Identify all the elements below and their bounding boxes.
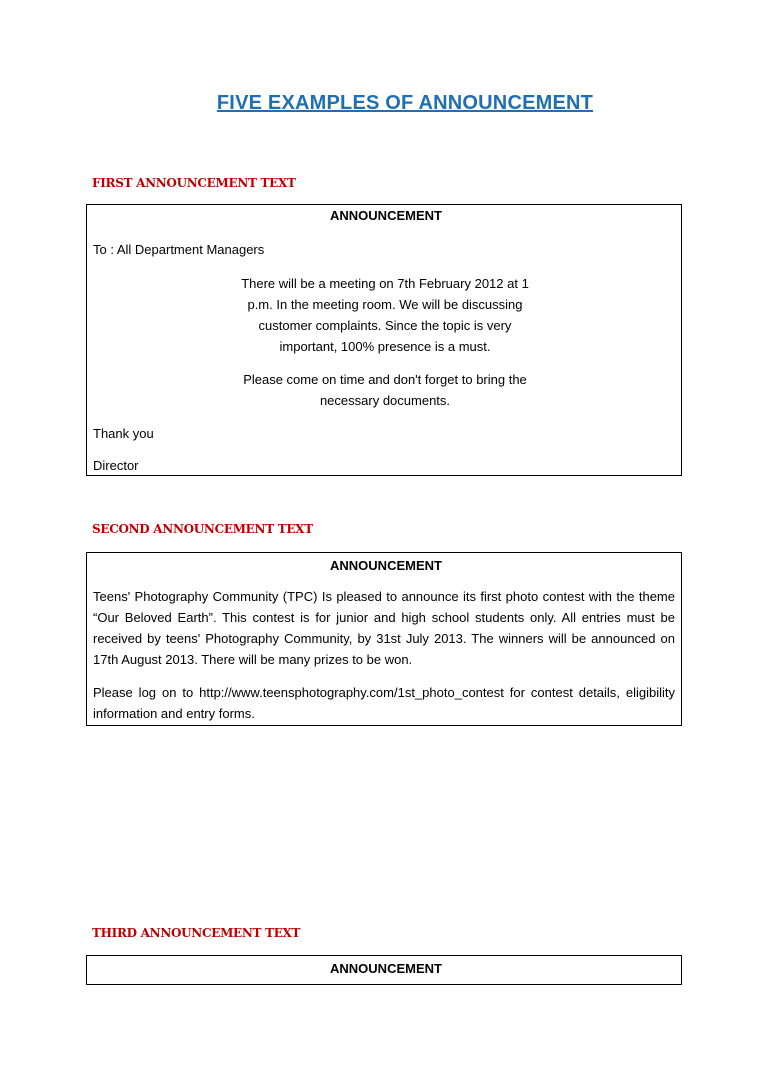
second-body-paragraph-1: Teens' Photography Community (TPC) Is pleased to announce its first photo contest with the theme “Our Beloved Earth”. This contest is for junior and high school students only. All entries must be received by teens' Photography Community, by 31st July 2013. The winners will be announced on 17th August 2013. There will be many prizes to be won. — [93, 589, 675, 667]
third-announcement-heading: THIRD ANNOUNCEMENT TEXT — [92, 926, 301, 940]
first-body-paragraph-2: Please come on time and don't forget to bring the necessary documents. — [243, 372, 527, 408]
first-announcement-box — [86, 204, 682, 476]
second-announcement-box — [86, 552, 682, 726]
third-box-title: ANNOUNCEMENT — [330, 961, 442, 976]
first-box-title: ANNOUNCEMENT — [330, 208, 442, 223]
first-body-paragraph-1: There will be a meeting on 7th February 2012 at 1 p.m. In the meeting room. We will be discussing customer complaints. Since the topic is very important, 100% presence is a must. — [241, 276, 529, 354]
first-announcement-heading: FIRST ANNOUNCEMENT TEXT — [92, 176, 296, 190]
third-announcement-box — [86, 955, 682, 985]
second-announcement-heading: SECOND ANNOUNCEMENT TEXT — [92, 522, 313, 536]
document-title: FIVE EXAMPLES OF ANNOUNCEMENT — [216, 92, 594, 114]
second-body-paragraph-2: Please log on to http://www.teensphotography.com/1st_photo_contest for contest details, eligibility information and entry forms. — [93, 685, 675, 721]
second-box-title: ANNOUNCEMENT — [330, 558, 442, 573]
first-to-line: To : All Department Managers — [93, 242, 265, 257]
first-closing: Thank you — [93, 426, 154, 441]
first-signature: Director — [93, 458, 139, 473]
